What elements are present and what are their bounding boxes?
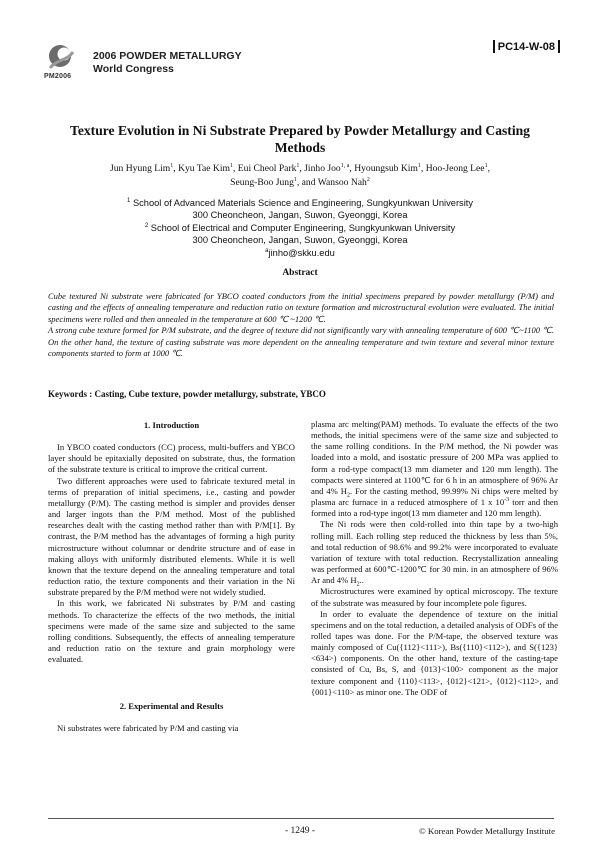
code-left-bar — [493, 40, 495, 53]
affil-sup: 2 — [144, 222, 149, 229]
title-line-1: Texture Evolution in Ni Substrate Prepared by Powder Metallurgy and Casting — [70, 123, 530, 138]
body-paragraph: Microstructures were examined by optical microscopy. The texture of the substrate was measured by four incomplete pole figures. — [311, 586, 558, 608]
paper-code-badge — [493, 40, 560, 53]
affil-2-line-1: School of Electrical and Computer Engineering, Sungkyunkwan University — [150, 222, 456, 233]
author-sup: 1 — [484, 162, 488, 169]
body-paragraph: In YBCO coated conductors (CC) process, multi-buffers and YBCO layer should be epitaxially deposited on substrate, thus, the formation of the substrate texture is critical to improve the critical current. — [48, 442, 295, 475]
text-run: . For the casting method, 99.99% Ni chips were melted by plasma arc furnace in a reduced atmosphere of 1 x 10 — [311, 485, 558, 508]
abstract-heading: Abstract — [282, 268, 318, 278]
author-sup: 1 — [296, 162, 300, 169]
author: Hyoungsub Kim — [354, 163, 418, 174]
conference-line-1: 2006 POWDER METALLURGY — [93, 50, 242, 62]
author-sup: 1, a — [340, 162, 350, 169]
body-paragraph — [311, 419, 558, 519]
author-sup: 1 — [293, 176, 297, 183]
abstract-body — [48, 291, 554, 359]
author: Wansoo Nah — [317, 176, 367, 188]
code-right-bar — [558, 40, 560, 53]
subscript: 2 — [346, 492, 350, 499]
paper-code: PC14-W-08 — [497, 40, 555, 53]
superscript: -3 — [504, 497, 510, 504]
abstract-paragraph-1: Cube textured Ni substrate were fabricated for YBCO coated conductors from the initial specimens prepared by powder metallurgy (P/M) and casting and the effects of annealing temperature and reduction ratio on texture formation and microstructural evolution were evaluated. The initial specimens were rolled and then annealed in the temperature at 600 ℃ ~1200 ℃. — [48, 291, 554, 324]
corresponding-email — [60, 247, 540, 259]
copyright-notice: © Korean Powder Metallurgy Institute — [418, 826, 555, 836]
author-sup: 1 — [417, 162, 421, 169]
section-heading-experimental: 2. Experimental and Results — [119, 701, 224, 712]
conference-line-2: World Congress — [93, 63, 174, 75]
author-list: Jun Hyung Lim$^1$, Kyu Tae Kim$^1$, Eui Cheol Park$^1$, Jinho Joo$^{1, a}$, Hyoungsub Kim$^1$, Hoo-Jeong Lee$^1$, Seung-Boo Jung$^1$, and Wansoo Nah$^2$ — [110, 162, 490, 188]
body-paragraph: Ni substrates were fabricated by P/M and casting via — [57, 723, 239, 734]
body-paragraph — [311, 519, 558, 586]
body-paragraph: Two different approaches were used to fabricate textured metal in terms of preparation of initial specimens, i.e., casting and powder metallurgy (P/M). The casting method is simpler and provides denser and larger ingots than the P/M method. Most of the published researches dealt with the casting method rather than with P/M[1]. By contrast, the P/M method has the advantages of forming a high purity microstructure without columnar or dendrite structure and of ease in making alloys with uniformly distributed elements. While it is well known that the texture depend on the annealing temperature and total reduction ratio, the texture components and their variation in the Ni substrate prepared by the P/M method were not widely studied. — [48, 475, 295, 598]
logo-year: PM2006 — [44, 73, 72, 80]
text-run: torr and then formed into a rod-type ingot(13 mm diameter and 120 mm length). — [311, 497, 558, 519]
author: Jun Hyung Lim — [110, 163, 171, 174]
text-run: The Ni rods were then cold-rolled into thin tape by a two-high rolling mill. Each rolling step reduced the thickness by less than 5%, and total reduction of 98.6% and 99.2% were incorporated to evaluate variation of texture with total reduction. Recrystallization annealing was performed at 600℃-1200℃ for 30 min. in an atmosphere of 96% Ar and 4% H — [311, 519, 558, 586]
footer-divider — [48, 818, 554, 819]
right-column — [311, 419, 558, 698]
email-text: jinho@skku.edu — [268, 247, 335, 258]
left-column — [48, 420, 295, 735]
author: Eui Cheol Park — [237, 163, 297, 174]
author-sup: 1 — [170, 162, 174, 169]
affiliations — [60, 197, 540, 259]
email-sup: a — [265, 247, 269, 254]
text-run: plasma arc melting(PAM) methods. To evaluate the effects of the two methods, the initial specimens were of the same size and subjected to the same rolling conditions. In the P/M method, the Ni powder was loaded into a mold, and isostatic pressure of 200 MPa was applied to form a rod-type compact(13 mm diameter and 120 mm length). The compacts were sintered at 1100℃ for 6 h in an atmosphere of 96% Ar and 4% H — [311, 419, 558, 496]
affil-sup: 1 — [127, 197, 131, 204]
author: Kyu Tae Kim — [178, 163, 230, 174]
affil-1-line-2: 300 Cheoncheon, Jangan, Suwon, Gyeonggi, Korea — [192, 210, 408, 221]
author: Hoo-Jeong Lee — [425, 163, 485, 174]
conference-name — [93, 50, 242, 76]
affil-1-line-1: School of Advanced Materials Science and Engineering, Sungkyunkwan University — [132, 198, 473, 208]
section-heading-introduction: 1. Introduction — [143, 420, 200, 430]
body-paragraph: In this work, we fabricated Ni substrates by P/M and casting methods. To characterize the effects of the two methods, the initial specimens were made of the same size and subjected to the same rolling conditions. Subsequently, the effects of annealing temperature and reduction ratio on the texture and grain morphology were evaluated. — [48, 598, 295, 665]
affil-2-line-2: 300 Cheoncheon, Jangan, Suwon, Gyeonggi, Korea — [192, 235, 408, 246]
keywords: Keywords : Casting, Cube texture, powder metallurgy, substrate, YBCO — [48, 389, 326, 399]
text-run: .. — [359, 575, 364, 586]
title-line-2: Methods — [274, 140, 326, 155]
body-paragraph: In order to evaluate the dependence of texture on the initial specimens and on the total reduction, a detailed analysis of ODFs of the rolled tapes was done. For the P/M-tape, the observed texture was mainly composed of Cu({112}<111>), Bs({110}<112>), and S({123}<634>) components. On the other hand, texture of the casting-tape consisted of Cu, Bs, S, and {013}<100> component as the major texture component and {110}<113>, {012}<121>, {012}<112>, and {001}<110> as minor one. The ODF of — [311, 608, 559, 697]
affiliation-2 — [60, 222, 540, 234]
abstract-paragraph-2: A strong cube texture formed for P/M substrate, and the degree of texture did not significantly vary with annealing temperature of 600 ℃~1100 ℃. On the other hand, the texture of casting substrate was more dependent on the annealing temperature and twin texture and several minor texture components started to form at 1000 ℃. — [48, 325, 554, 359]
affiliation-1 — [60, 197, 540, 209]
author-sup: 1 — [229, 162, 233, 169]
page-number: - 1249 - — [284, 826, 316, 836]
author-sup: 2 — [366, 176, 370, 183]
subscript: 2 — [356, 581, 360, 588]
paper-title — [40, 122, 560, 156]
author: Jinho Joo — [304, 163, 341, 174]
author: Seung-Boo Jung — [230, 176, 294, 188]
